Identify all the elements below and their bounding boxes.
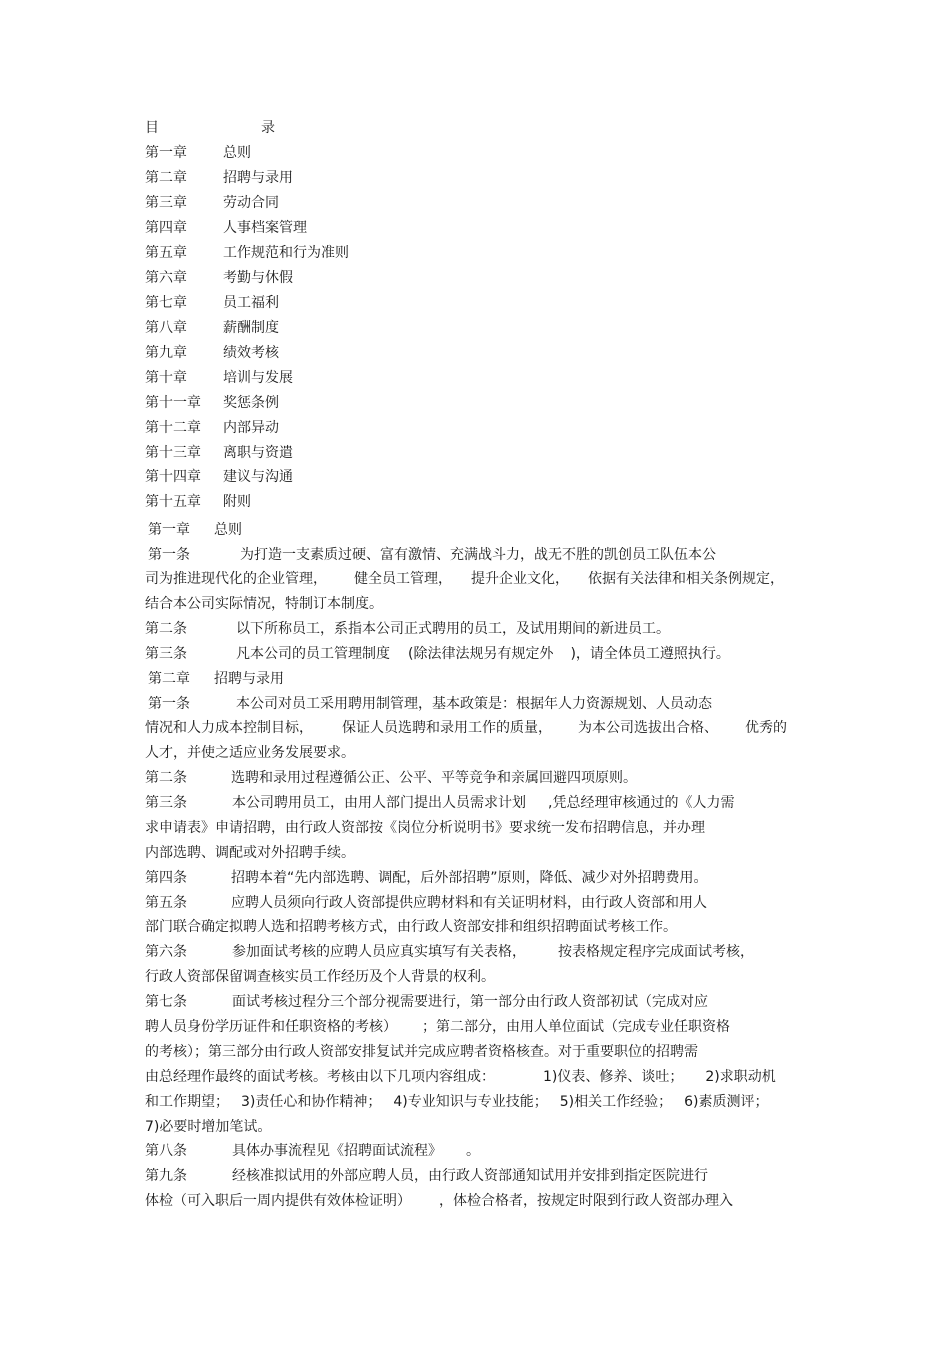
toc-item xyxy=(145,368,293,388)
article-text: 保证人员选聘和录用工作的质量， xyxy=(342,720,552,736)
toc-item-title: 奖惩条例 xyxy=(223,395,279,411)
toc-item xyxy=(145,193,279,213)
article-line xyxy=(145,594,383,614)
article-num: 第八条 xyxy=(145,1143,187,1159)
toc-item-num: 第五章 xyxy=(145,245,187,261)
toc-item xyxy=(145,443,293,463)
chapter-num: 第一章 xyxy=(148,522,190,538)
chapter-num: 第二章 xyxy=(148,671,190,687)
article-line xyxy=(145,992,708,1012)
article-text: 招聘本着“先内部选聘、调配，后外部招聘”原则，降低、减少对外招聘费用。 xyxy=(231,870,708,886)
toc-heading-left: 目 xyxy=(145,120,159,136)
article-text: 6)素质测评； xyxy=(684,1094,769,1110)
toc-item-title: 考勤与休假 xyxy=(223,270,293,286)
article-num: 第六条 xyxy=(145,944,187,960)
article-line xyxy=(145,1141,480,1161)
chapter-heading xyxy=(148,669,284,689)
toc-item-num: 第一章 xyxy=(145,145,187,161)
toc-heading-right: 录 xyxy=(261,120,275,136)
article-num: 第三条 xyxy=(145,795,187,811)
article-text: 选聘和录用过程遵循公正、公平、平等竞争和亲属回避四项原则。 xyxy=(231,770,637,786)
article-line xyxy=(145,868,708,888)
toc-item-num: 第十二章 xyxy=(145,420,201,436)
toc-item-num: 第八章 xyxy=(145,320,187,336)
chapter-title: 招聘与录用 xyxy=(214,671,284,687)
article-text: 应聘人员须向行政人资部提供应聘材料和有关证明材料，由行政人资部和用人 xyxy=(231,895,707,911)
toc-item-title: 培训与发展 xyxy=(223,370,293,386)
toc-item xyxy=(145,393,279,413)
article-line xyxy=(145,1017,730,1037)
toc-item-num: 第二章 xyxy=(145,170,187,186)
article-line xyxy=(145,569,784,589)
article-text: 体检（可入职后一周内提供有效体检证明） xyxy=(145,1193,411,1209)
toc-item-num: 第六章 xyxy=(145,270,187,286)
article-text: 行政人资部保留调查核实员工作经历及个人背景的权利。 xyxy=(145,969,495,985)
article-text: ；第二部分，由用人单位面试（完成专业任职资格 xyxy=(422,1019,730,1035)
article-num: 第一条 xyxy=(148,547,190,563)
article-line xyxy=(145,619,670,639)
article-line xyxy=(145,893,707,913)
article-line xyxy=(145,1092,769,1112)
article-line xyxy=(145,818,705,838)
article-line xyxy=(145,644,730,664)
article-text: 为本公司选拔出合格、 xyxy=(578,720,718,736)
article-text: 5)相关工作经验； xyxy=(559,1094,673,1110)
toc-item-title: 建议与沟通 xyxy=(223,469,293,485)
toc-item xyxy=(145,318,279,338)
article-text: )，请全体员工遵照执行。 xyxy=(570,646,730,662)
article-text: (除法律法规另有规定外 xyxy=(408,646,554,662)
toc-item-num: 第十章 xyxy=(145,370,187,386)
article-text: 7)必要时增加笔试。 xyxy=(145,1119,272,1135)
article-line xyxy=(145,843,355,863)
article-num: 第九条 xyxy=(145,1168,187,1184)
toc-item-title: 绩效考核 xyxy=(223,345,279,361)
article-text: 部门联合确定拟聘人选和招聘考核方式，由行政人资部安排和组织招聘面试考核工作。 xyxy=(145,919,677,935)
toc-item xyxy=(145,418,279,438)
article-num: 第二条 xyxy=(145,621,187,637)
article-text: 3)责任心和协作精神； xyxy=(241,1094,382,1110)
toc-item xyxy=(145,143,251,163)
toc-item-title: 附则 xyxy=(223,494,251,510)
article-line xyxy=(145,1117,271,1137)
article-text: 提升企业文化， xyxy=(471,571,569,587)
chapter-heading xyxy=(148,520,242,540)
article-text: 本公司对员工采用聘用制管理，基本政策是：根据年人力资源规划、人员动态 xyxy=(236,696,712,712)
article-text: 参加面试考核的应聘人员应真实填写有关表格， xyxy=(232,944,526,960)
article-num: 第一条 xyxy=(148,696,190,712)
article-line xyxy=(145,942,754,962)
article-num: 第三条 xyxy=(145,646,187,662)
toc-item-num: 第四章 xyxy=(145,220,187,236)
article-line xyxy=(145,768,637,788)
article-text: 4)专业知识与专业技能； xyxy=(393,1094,548,1110)
article-text: 2)求职动机 xyxy=(705,1069,776,1085)
article-text: 和工作期望； xyxy=(145,1094,229,1110)
article-text: 聘人员身份学历证件和任职资格的考核） xyxy=(145,1019,397,1035)
article-text: 健全员工管理， xyxy=(354,571,452,587)
toc-item-title: 劳动合同 xyxy=(223,195,279,211)
article-num: 第二条 xyxy=(145,770,187,786)
toc-item-num: 第十三章 xyxy=(145,445,201,461)
toc-item-title: 内部异动 xyxy=(223,420,279,436)
toc-item-title: 离职与资遣 xyxy=(223,445,293,461)
article-text: 求申请表》申请招聘，由行政人资部按《岗位分析说明书》要求统一发布招聘信息，并办理 xyxy=(145,820,705,836)
toc-item xyxy=(145,218,307,238)
toc-item-title: 薪酬制度 xyxy=(223,320,279,336)
toc-item-title: 总则 xyxy=(223,145,251,161)
article-num: 第五条 xyxy=(145,895,187,911)
article-line xyxy=(148,694,712,714)
toc-item-num: 第十一章 xyxy=(145,395,201,411)
toc-item xyxy=(145,467,293,487)
article-line xyxy=(145,917,677,937)
toc-item xyxy=(145,268,293,288)
article-text: 情况和人力成本控制目标， xyxy=(145,720,313,736)
article-text: 按表格规定程序完成面试考核， xyxy=(558,944,754,960)
toc-item-title: 员工福利 xyxy=(223,295,279,311)
article-line xyxy=(145,743,355,763)
toc-item-num: 第十五章 xyxy=(145,494,201,510)
article-text: 的考核）；第三部分由行政人资部安排复试并完成应聘者资格核查。对于重要职位的招聘需 xyxy=(145,1044,698,1060)
article-text: 优秀的 xyxy=(745,720,787,736)
article-text: 经核准拟试用的外部应聘人员，由行政人资部通知试用并安排到指定医院进行 xyxy=(232,1168,708,1184)
article-line xyxy=(145,793,734,813)
article-text: 。 xyxy=(466,1143,480,1159)
article-text: 由总经理作最终的面试考核。考核由以下几项内容组成： xyxy=(145,1069,495,1085)
article-text: 依据有关法律和相关条例规定， xyxy=(588,571,784,587)
article-text: 面试考核过程分三个部分视需要进行，第一部分由行政人资部初试（完成对应 xyxy=(232,994,708,1010)
article-line xyxy=(145,1042,698,1062)
toc-item-num: 第九章 xyxy=(145,345,187,361)
toc-item xyxy=(145,168,293,188)
article-text: 本公司聘用员工，由用人部门提出人员需求计划 xyxy=(232,795,526,811)
article-text: 结合本公司实际情况，特制订本制度。 xyxy=(145,596,383,612)
toc-item-num: 第三章 xyxy=(145,195,187,211)
toc-item-title: 工作规范和行为准则 xyxy=(223,245,349,261)
chapter-title: 总则 xyxy=(214,522,242,538)
article-line xyxy=(145,718,787,738)
article-text: ，体检合格者，按规定时限到行政人资部办理入 xyxy=(439,1193,733,1209)
toc-item-num: 第十四章 xyxy=(145,469,201,485)
article-text: 以下所称员工，系指本公司正式聘用的员工，及试用期间的新进员工。 xyxy=(236,621,670,637)
article-text: 具体办事流程见《招聘面试流程》 xyxy=(232,1143,442,1159)
toc-item xyxy=(145,243,349,263)
article-line xyxy=(145,1191,733,1211)
toc-item xyxy=(145,492,251,512)
article-line xyxy=(145,1067,776,1087)
article-text: 凡本公司的员工管理制度 xyxy=(236,646,390,662)
article-line xyxy=(148,545,716,565)
article-num: 第七条 xyxy=(145,994,187,1010)
article-text: 人才，并使之适应业务发展要求。 xyxy=(145,745,355,761)
article-text: 司为推进现代化的企业管理， xyxy=(145,571,327,587)
article-text: 1)仪表、修养、谈吐； xyxy=(543,1069,684,1085)
toc-item-title: 人事档案管理 xyxy=(223,220,307,236)
article-text: ,凭总经理审核通过的《人力需 xyxy=(548,795,735,811)
article-text: 内部选聘、调配或对外招聘手续。 xyxy=(145,845,355,861)
toc-item xyxy=(145,343,279,363)
toc-item xyxy=(145,293,279,313)
article-text: 为打造一支素质过硬、富有激情、充满战斗力，战无不胜的凯创员工队伍本公 xyxy=(240,547,716,563)
toc-item-num: 第七章 xyxy=(145,295,187,311)
toc-item-title: 招聘与录用 xyxy=(223,170,293,186)
article-line xyxy=(145,967,495,987)
article-line xyxy=(145,1166,708,1186)
article-num: 第四条 xyxy=(145,870,187,886)
